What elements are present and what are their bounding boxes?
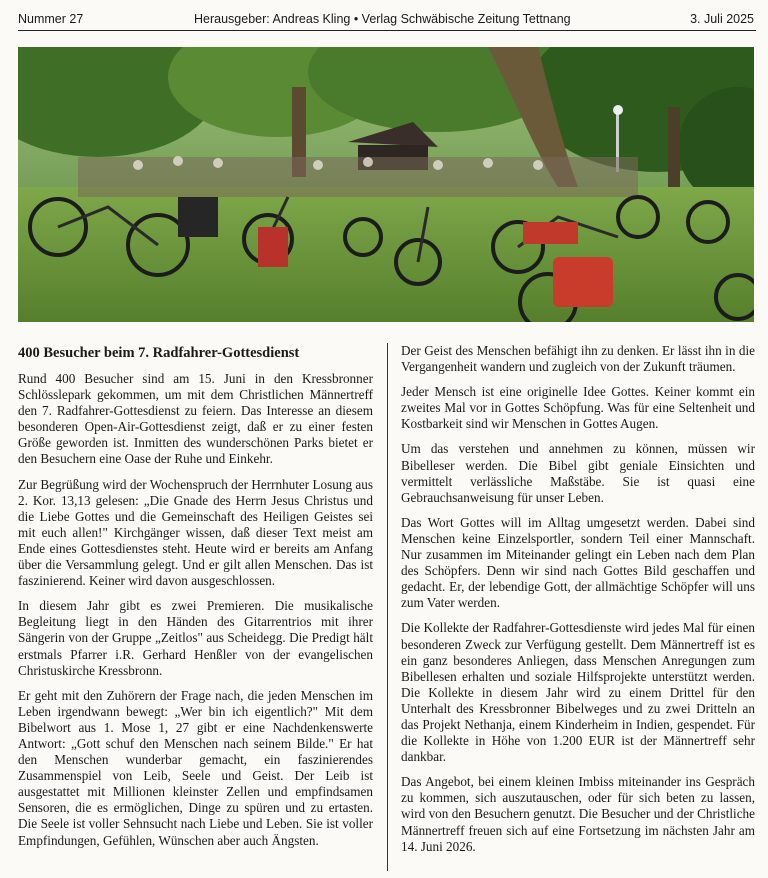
article-paragraph: Um das verstehen und annehmen zu können, müssen wir Bibelleser werden. Die Bibel gibt geniale Einsichten und vermittelt verlässliche Maßstäbe. Sie ist quasi eine Gebrauchsanweisung für unser Leben. [401, 441, 755, 505]
issue-date: 3. Juli 2025 [690, 12, 754, 26]
article-paragraph: Der Geist des Menschen befähigt ihn zu denken. Er lässt ihn in die Vergangenheit wandern und zugleich von der Zukunft träumen. [401, 343, 755, 375]
article-paragraph: Die Kollekte der Radfahrer-Gottesdienste wird jedes Mal für einen besonderen Zweck zur Verfügung gestellt. Dem Männertreff ist es ein ganz besonderes Anliegen, dass Menschen Anregungen zum Bibellesen erhalten und soziale Hilfsprojekte unterstützt werden. Die Kollekte in diesem Jahr wird zu einem Drittel für den Unterhalt des Kressbronner Bibelweges und zu zwei Dritteln an das Projekt Nethanja, einem Kinderheim in Indien, gespendet. Für die Kollekte in Höhe von 1.200 EUR ist der Männertreff sehr dankbar. [401, 620, 755, 765]
article-paragraph: Er geht mit den Zuhörern der Frage nach, die jeden Menschen im Leben irgendwann bewegt: „Wer bin ich eigentlich?" Mit dem Bibelwort aus 1. Mose 1, 27 gibt er eine Nachdenkenswerte Antwort: „Gott schuf den Menschen nach seinem Bilde." Er hat den Menschen wunderbar gemacht, ein faszinierendes Zusammenspiel von Leib, Seele und Geist. Der Leib ist ausgestattet mit Millionen kleinster Zellen und empfindsamen Sensoren, die es ermöglichen, Dinge zu spüren und zu ertasten. Die Seele ist voller Sehnsucht nach Liebe und Leben. Sie ist voller Empfindungen, Gefühlen, Wünschen aber auch Ängsten. [18, 687, 373, 848]
article-paragraph: Das Wort Gottes will im Alltag umgesetzt werden. Dabei sind Menschen keine Einzelsportler, sondern Teil einer Mannschaft. Nur zusammen im Miteinander gelingt ein Leben nach dem Plan des Schöpfers. Denn wir sind nach Gottes Bild geschaffen und gedacht. Er, der lebendige Gott, der allmächtige Schöpfer will uns zum Vater werden. [401, 514, 755, 611]
article-paragraph: Rund 400 Besucher sind am 15. Juni in den Kressbronner Schlösslepark gekommen, um mit dem Christlichen Männertreff den 7. Radfahrer-Gottesdienst zu feiern. Das Interesse an diesem besonderen Open-Air-Gottesdienst zeigt, daß er zu einer festen Größe geworden ist. Inmitten des wunderschönen Parks bietet er den Besuchern eine Oase der Ruhe und Einkehr. [18, 371, 373, 467]
publisher-line: Herausgeber: Andreas Kling • Verlag Schwäbische Zeitung Tettnang [194, 12, 571, 26]
article-paragraph: Zur Begrüßung wird der Wochenspruch der Herrnhuter Losung aus 2. Kor. 13,13 gelesen: „Die Gnade des Herrn Jesus Christus und die Liebe Gottes und die Gemeinschaft des Heiligen Geistes sei mit euch allen!" Kirchgänger wissen, daß dieser Text meist am Ende eines Gottesdienstes steht. Heute wird er bereits am Anfang über die Versammlung gelegt. Und er gilt allen Menschen. Das ist faszinierend. Keiner wird davon ausgeschlossen. [18, 476, 373, 589]
column-divider [387, 343, 388, 871]
issue-number: Nummer 27 [18, 12, 84, 26]
article-paragraph: Das Angebot, bei einem kleinen Imbiss miteinander ins Gespräch zu kommen, sich auszutauschen, oder für sich beten zu lassen, wird von den Besuchern genutzt. Die Besucher und der Christliche Männertreff freuen sich auf eine Fortsetzung im nächsten Jahr am 14. Juni 2026. [401, 774, 755, 854]
article-column-right [401, 343, 755, 864]
article-paragraph: In diesem Jahr gibt es zwei Premieren. Die musikalische Begleitung liegt in den Händen des Gitarrentrios mit ihrer Sängerin von der Gruppe „Zeitlos" aus Scheidegg. Die Predigt hält erstmals Pfarrer i.R. Gerhard Henßler von der evangelischen Christuskirche Kressbronn. [18, 598, 373, 678]
article-headline: 400 Besucher beim 7. Radfahrer-Gottesdienst [18, 345, 300, 361]
park-bicycles-illustration [18, 47, 754, 322]
article-paragraph: Jeder Mensch ist eine originelle Idee Gottes. Keiner kommt ein zweites Mal vor in Gottes Schöpfung. Was für eine Seltenheit und Kostbarkeit sind wir Menschen in Gottes Augen. [401, 384, 755, 432]
article-photo [18, 47, 754, 322]
article-column-left [18, 340, 373, 858]
page-header [18, 8, 756, 31]
